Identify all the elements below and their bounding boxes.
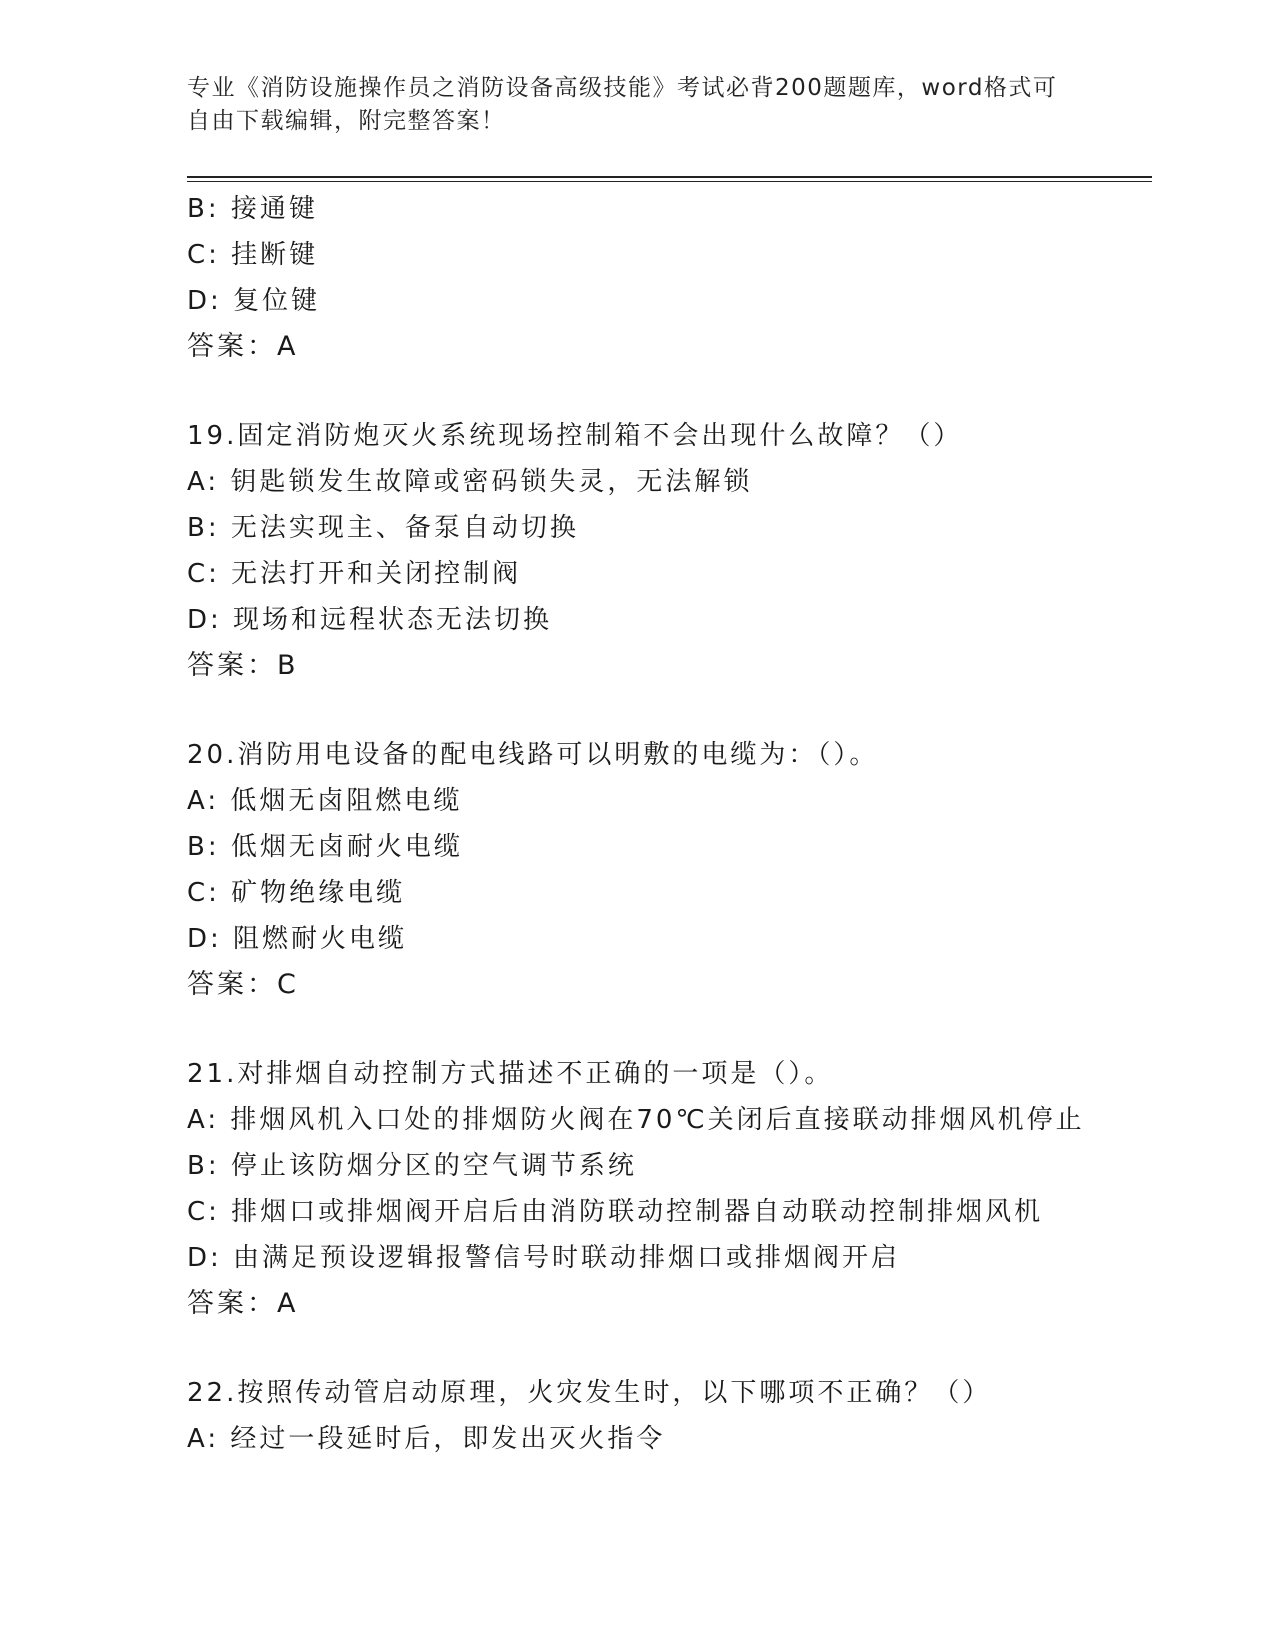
- question-stem: 19.固定消防炮灭火系统现场控制箱不会出现什么故障？（）: [187, 421, 963, 451]
- option-c: C: 矿物绝缘电缆: [187, 878, 406, 908]
- question-20: [187, 732, 1127, 1008]
- question-stem: 22.按照传动管启动原理，火灾发生时，以下哪项不正确？（）: [187, 1378, 992, 1408]
- header-divider-thin: [187, 181, 1152, 182]
- question-list: [187, 186, 1127, 1462]
- option-a: A: 经过一段延时后，即发出灭火指令: [187, 1424, 666, 1454]
- option-a: A: 钥匙锁发生故障或密码锁失灵，无法解锁: [187, 467, 753, 497]
- spacer: [187, 1327, 1127, 1370]
- option-a: A: 排烟风机入口处的排烟防火阀在70℃关闭后直接联动排烟风机停止: [187, 1105, 1085, 1135]
- answer-line: 答案：B: [187, 650, 299, 681]
- option-c: C: 挂断键: [187, 240, 319, 270]
- option-d: D: 阻燃耐火电缆: [187, 924, 408, 954]
- question-22: [187, 1370, 1127, 1462]
- option-b: B: 接通键: [187, 194, 318, 224]
- question-stem: 20.消防用电设备的配电线路可以明敷的电缆为：（）。: [187, 740, 879, 770]
- option-d: D: 现场和远程状态无法切换: [187, 605, 553, 635]
- option-d: D: 由满足预设逻辑报警信号时联动排烟口或排烟阀开启: [187, 1243, 901, 1273]
- question-19: [187, 413, 1127, 689]
- question-stem: 21.对排烟自动控制方式描述不正确的一项是（）。: [187, 1059, 834, 1089]
- header-divider-thick: [187, 176, 1152, 178]
- spacer: [187, 370, 1127, 413]
- answer-line: 答案：C: [187, 969, 299, 1000]
- header-line-2: 自由下载编辑，附完整答案！: [187, 108, 506, 134]
- option-c: C: 无法打开和关闭控制阀: [187, 559, 522, 589]
- option-b: B: 无法实现主、备泵自动切换: [187, 513, 579, 543]
- question-21: [187, 1051, 1127, 1327]
- header-line-1: 专业《消防设施操作员之消防设备高级技能》考试必背200题题库，word格式可: [187, 75, 1058, 101]
- spacer: [187, 689, 1127, 732]
- option-d: D: 复位键: [187, 286, 321, 316]
- question-18-continuation: [187, 186, 1127, 370]
- answer-line: 答案：A: [187, 331, 299, 362]
- option-b: B: 低烟无卤耐火电缆: [187, 832, 463, 862]
- spacer: [187, 1008, 1127, 1051]
- document-header: [187, 72, 1087, 138]
- option-b: B: 停止该防烟分区的空气调节系统: [187, 1151, 637, 1181]
- option-c: C: 排烟口或排烟阀开启后由消防联动控制器自动联动控制排烟风机: [187, 1197, 1044, 1227]
- option-a: A: 低烟无卤阻燃电缆: [187, 786, 463, 816]
- answer-line: 答案：A: [187, 1288, 299, 1319]
